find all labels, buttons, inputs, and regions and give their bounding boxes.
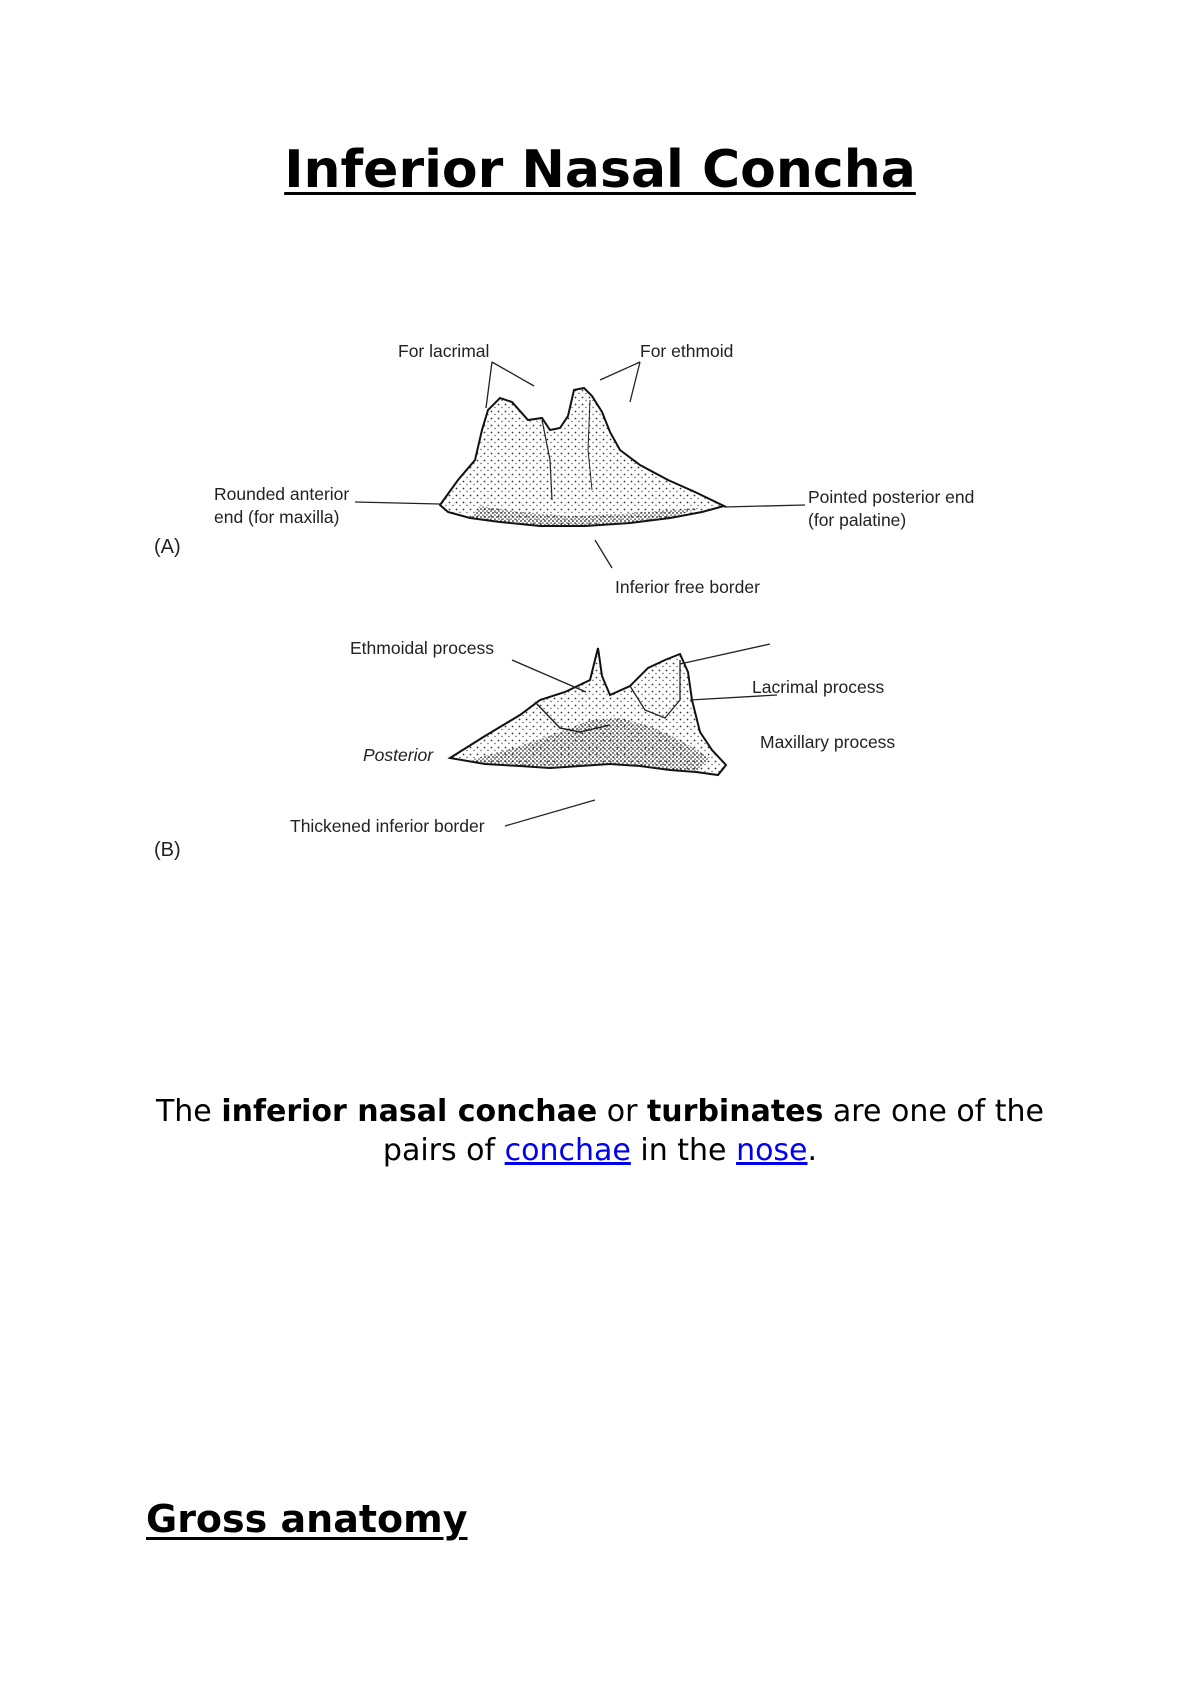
label-pointed-posterior-2: (for palatine) bbox=[808, 510, 907, 530]
label-lacrimal-process: Lacrimal process bbox=[752, 677, 885, 697]
intro-text: in the bbox=[630, 1133, 737, 1168]
intro-text: . bbox=[807, 1133, 818, 1168]
label-rounded-anterior: Rounded anterior bbox=[214, 484, 350, 504]
term-turbinates: turbinates bbox=[646, 1094, 824, 1129]
intro-paragraph bbox=[120, 1092, 1080, 1170]
page-title: Inferior Nasal Concha bbox=[284, 140, 916, 200]
nose-link[interactable]: nose bbox=[736, 1133, 808, 1168]
term-inferior-nasal-conchae: inferior nasal conchae bbox=[221, 1094, 598, 1129]
bone-drawing-a bbox=[440, 388, 724, 526]
intro-text: or bbox=[597, 1094, 647, 1129]
label-for-ethmoid: For ethmoid bbox=[640, 341, 734, 361]
conchae-link[interactable]: conchae bbox=[504, 1133, 631, 1168]
intro-text: are one of the pairs of bbox=[382, 1094, 1045, 1168]
label-posterior: Posterior bbox=[363, 745, 434, 765]
panel-label-b: (B) bbox=[154, 839, 181, 861]
concha-diagram bbox=[140, 340, 1040, 900]
label-maxillary-process: Maxillary process bbox=[760, 732, 896, 752]
concha-figure bbox=[140, 340, 1040, 900]
label-ethmoidal-process: Ethmoidal process bbox=[350, 638, 494, 658]
intro-text: The bbox=[155, 1094, 222, 1129]
label-thickened-inferior-border: Thickened inferior border bbox=[290, 816, 485, 836]
bone-drawing-b bbox=[450, 648, 726, 775]
label-inferior-free-border: Inferior free border bbox=[615, 577, 760, 597]
section-heading-gross-anatomy: Gross anatomy bbox=[146, 1497, 468, 1541]
label-pointed-posterior: Pointed posterior end bbox=[808, 487, 975, 507]
label-rounded-anterior-2: end (for maxilla) bbox=[214, 507, 340, 527]
panel-label-a: (A) bbox=[154, 536, 181, 558]
label-for-lacrimal: For lacrimal bbox=[398, 341, 490, 361]
